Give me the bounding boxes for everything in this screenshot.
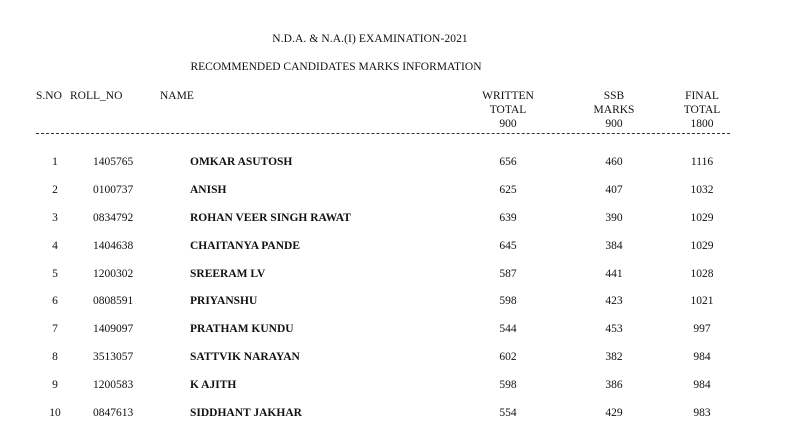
table-row <box>0 291 798 319</box>
cell-roll: 1200583 <box>93 379 134 392</box>
cell-name: ANISH <box>190 183 227 196</box>
cell-ssb: 429 <box>605 407 623 420</box>
cell-final: 1029 <box>690 239 714 252</box>
results-table-body <box>0 152 798 431</box>
cell-ssb: 407 <box>605 183 623 196</box>
cell-name: CHAITANYA PANDE <box>190 239 301 252</box>
cell-roll: 3513057 <box>93 351 134 364</box>
cell-written: 625 <box>499 183 517 196</box>
cell-name: ROHAN VEER SINGH RAWAT <box>190 211 351 224</box>
column-header-ssb-line: MARKS <box>593 104 635 116</box>
cell-written: 544 <box>499 323 517 336</box>
table-row <box>0 319 798 347</box>
cell-name: SATTVIK NARAYAN <box>190 351 300 364</box>
cell-roll: 1200302 <box>93 267 134 280</box>
table-row <box>0 347 798 375</box>
cell-ssb: 386 <box>605 379 623 392</box>
column-header-name <box>160 89 194 103</box>
cell-ssb: 390 <box>605 211 623 224</box>
cell-sno: 5 <box>52 267 58 280</box>
cell-roll: 1404638 <box>93 239 134 252</box>
cell-roll: 0834792 <box>93 211 134 224</box>
cell-written: 602 <box>499 351 517 364</box>
cell-ssb: 423 <box>605 295 623 308</box>
column-header-written-line: 900 <box>499 118 517 130</box>
cell-ssb: 384 <box>605 239 623 252</box>
header-divider <box>36 133 730 134</box>
table-row <box>0 208 798 236</box>
cell-name: K AJITH <box>190 379 237 392</box>
cell-sno: 8 <box>52 351 58 364</box>
cell-name: PRIYANSHU <box>190 295 258 308</box>
cell-written: 645 <box>499 239 517 252</box>
table-row <box>0 152 798 180</box>
cell-ssb: 382 <box>605 351 623 364</box>
cell-roll: 0808591 <box>93 295 134 308</box>
cell-written: 554 <box>499 407 517 420</box>
cell-final: 1032 <box>690 183 714 196</box>
column-header-final-line: 1800 <box>690 118 714 130</box>
column-header-final-line: TOTAL <box>683 104 721 116</box>
cell-final: 997 <box>693 323 711 336</box>
cell-roll: 0847613 <box>93 407 134 420</box>
column-header-written <box>478 89 538 131</box>
cell-final: 1029 <box>690 211 714 224</box>
cell-final: 1021 <box>690 295 714 308</box>
table-row <box>0 403 798 431</box>
column-header-ssb-line: SSB <box>603 90 625 102</box>
cell-name: OMKAR ASUTOSH <box>190 156 293 168</box>
table-row <box>0 236 798 264</box>
cell-name: PRATHAM KUNDU <box>190 323 294 336</box>
table-row <box>0 180 798 208</box>
cell-final: 984 <box>693 379 711 392</box>
cell-sno: 1 <box>52 156 58 168</box>
cell-ssb: 460 <box>605 156 623 168</box>
cell-final: 983 <box>693 407 711 420</box>
cell-sno: 2 <box>52 183 58 196</box>
cell-sno: 4 <box>52 239 58 252</box>
cell-roll: 0100737 <box>93 183 134 196</box>
column-header-ssb <box>584 89 644 131</box>
cell-name: SIDDHANT JAKHAR <box>190 407 302 420</box>
cell-written: 587 <box>499 267 517 280</box>
column-header-final <box>672 89 732 131</box>
column-header-roll <box>70 89 122 103</box>
cell-written: 639 <box>499 211 517 224</box>
cell-sno: 9 <box>52 379 58 392</box>
cell-sno: 3 <box>52 211 58 224</box>
column-header-roll-label: ROLL_NO <box>70 90 123 102</box>
column-header-ssb-line: 900 <box>605 118 623 130</box>
column-header-sno <box>36 89 62 103</box>
cell-final: 1116 <box>690 156 714 168</box>
column-header-final-line: FINAL <box>685 90 719 102</box>
cell-sno: 10 <box>49 407 61 420</box>
document-title: N.D.A. & N.A.(I) EXAMINATION-2021 <box>272 33 468 45</box>
cell-written: 598 <box>499 379 517 392</box>
cell-final: 984 <box>693 351 711 364</box>
cell-written: 598 <box>499 295 517 308</box>
cell-name: SREERAM LV <box>190 267 266 280</box>
column-header-sno-label: S.NO <box>36 90 62 102</box>
column-header-written-line: WRITTEN <box>482 90 534 102</box>
cell-written: 656 <box>499 156 517 168</box>
cell-ssb: 441 <box>605 267 623 280</box>
cell-roll: 1405765 <box>93 156 134 168</box>
table-row <box>0 264 798 292</box>
cell-sno: 6 <box>52 295 58 308</box>
column-header-name-label: NAME <box>160 90 194 102</box>
cell-ssb: 453 <box>605 323 623 336</box>
cell-final: 1028 <box>690 267 714 280</box>
table-row <box>0 375 798 403</box>
cell-sno: 7 <box>52 323 58 336</box>
cell-roll: 1409097 <box>93 323 134 336</box>
column-header-written-line: TOTAL <box>489 104 527 116</box>
document-subtitle: RECOMMENDED CANDIDATES MARKS INFORMATION <box>190 61 482 73</box>
